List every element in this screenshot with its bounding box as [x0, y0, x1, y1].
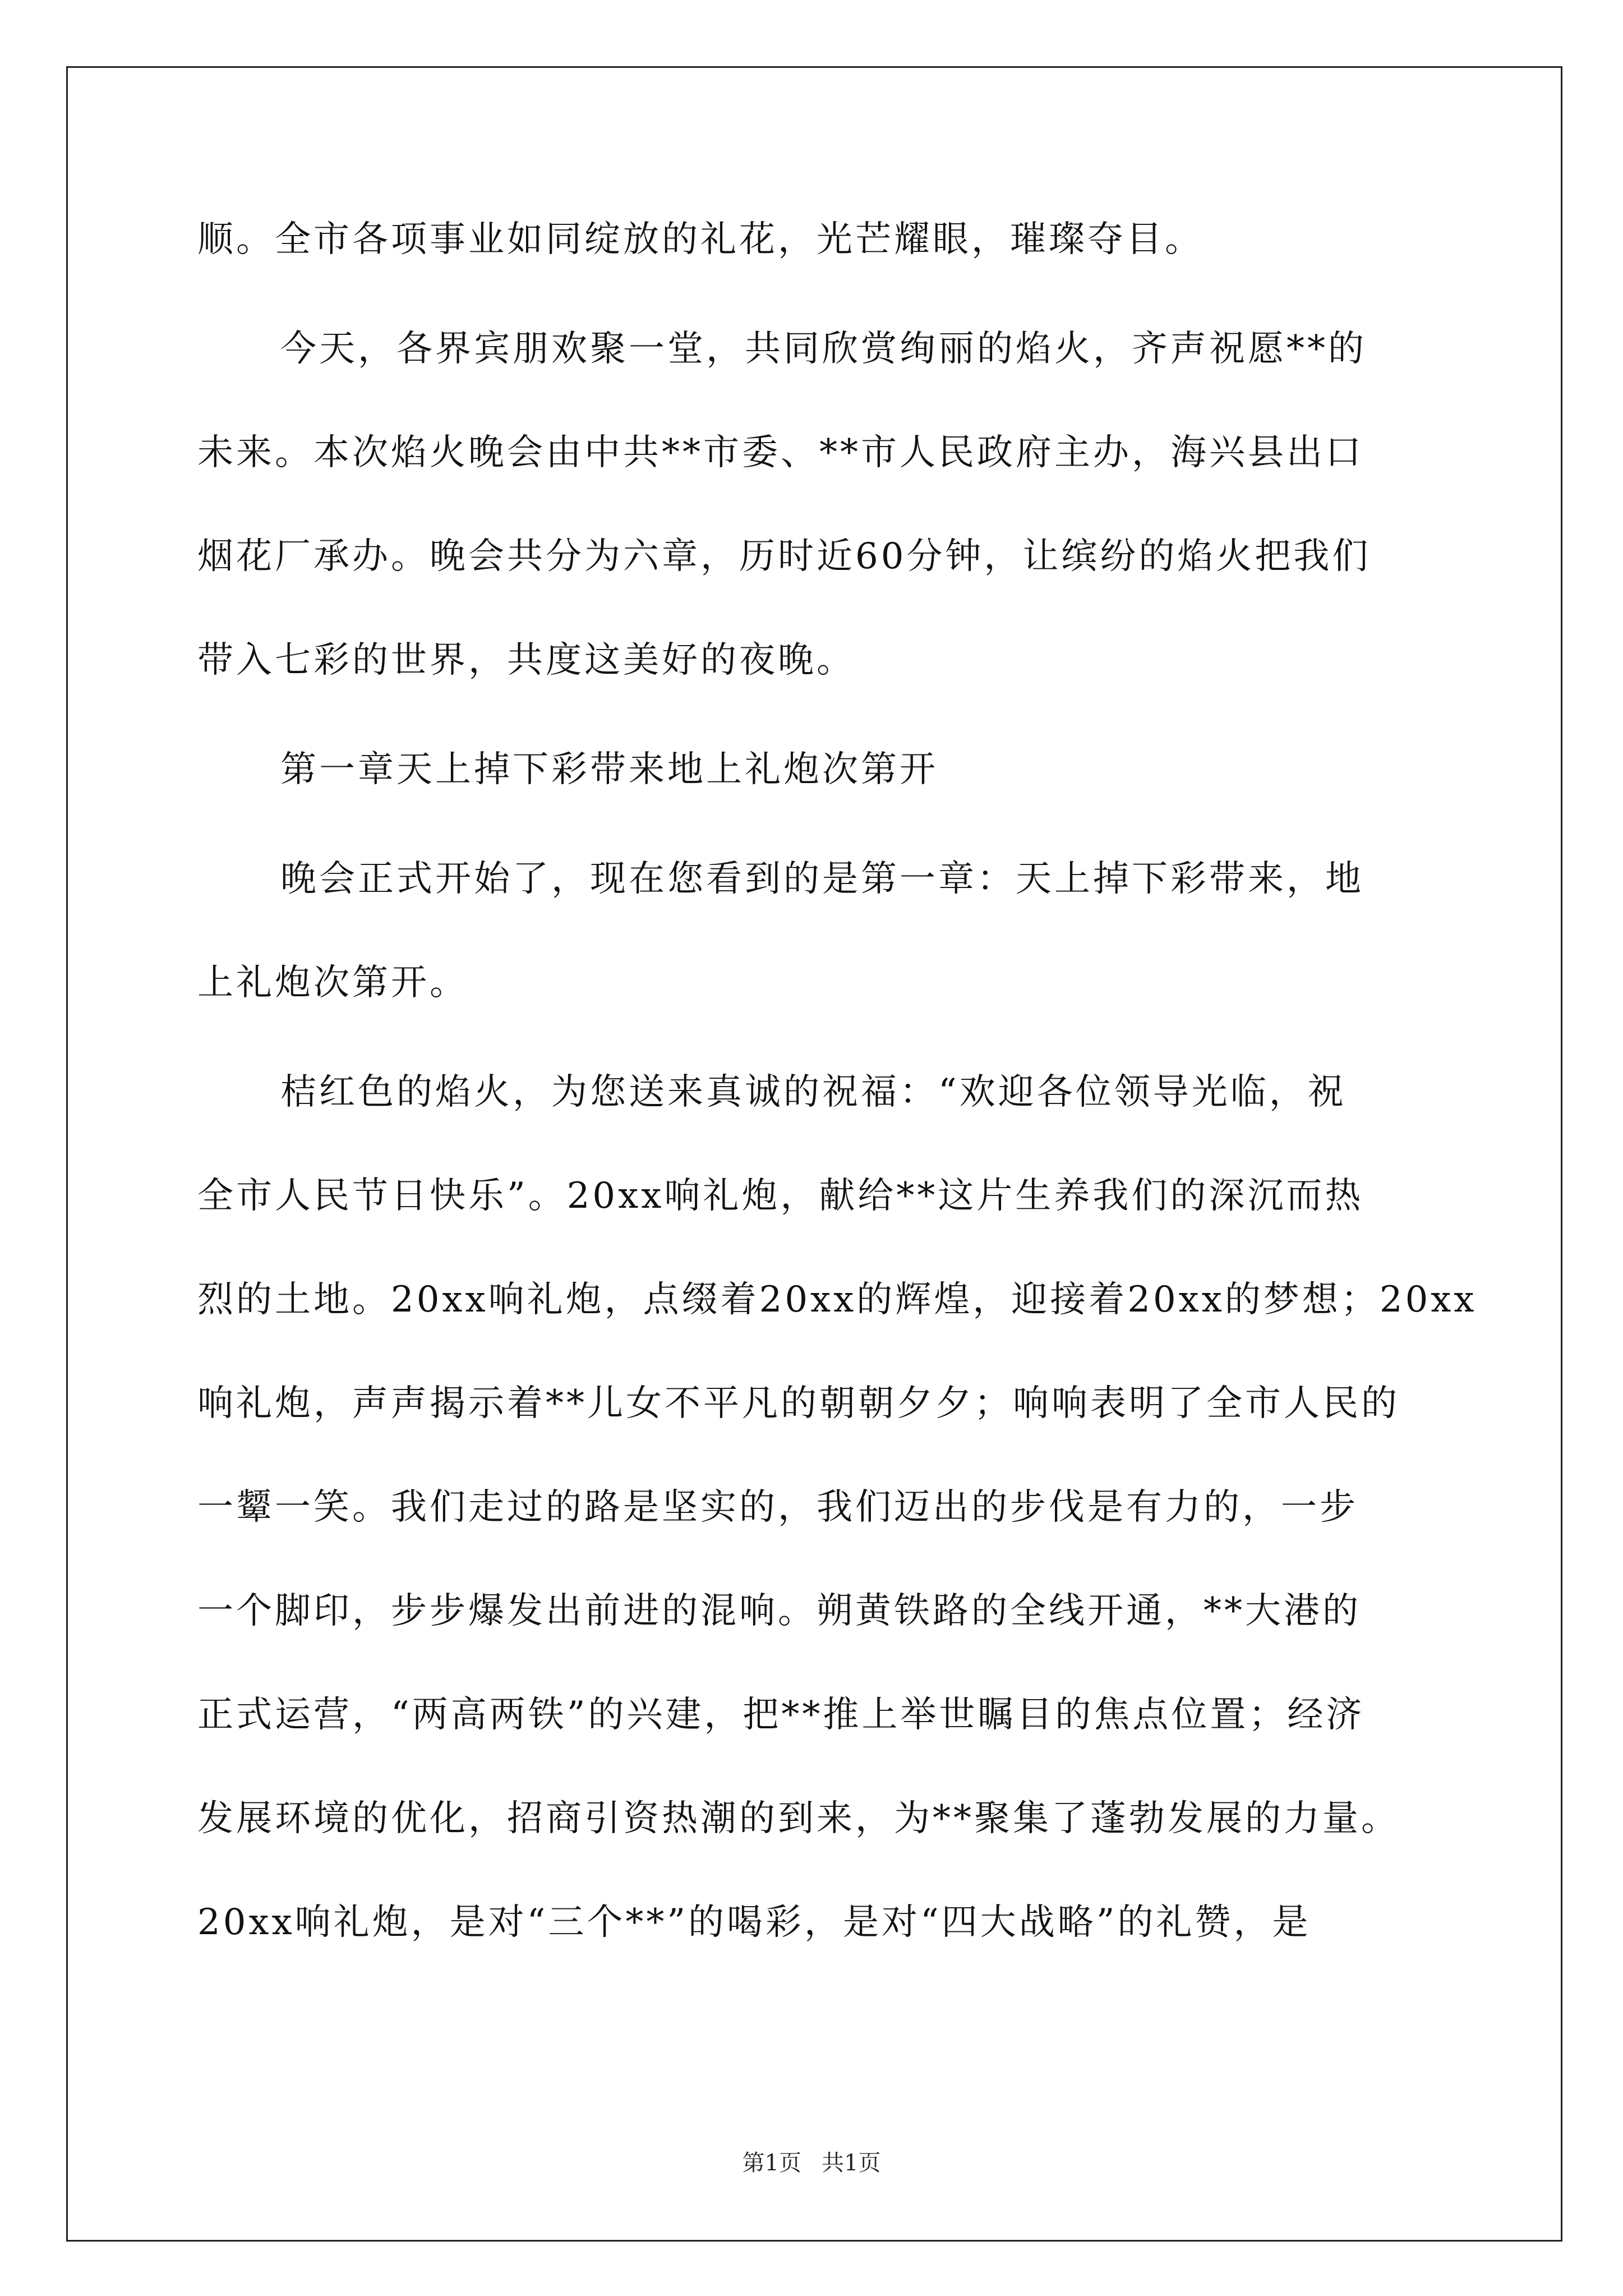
text-line: 带入七彩的世界，共度这美好的夜晚。: [197, 639, 855, 681]
text-line: 正式运营，“两高两铁”的兴建，把**推上举世瞩目的焦点位置；经济: [197, 1694, 1365, 1736]
text-line: 发展环境的优化，招商引资热潮的到来，为**聚集了蓬勃发展的力量。: [197, 1798, 1400, 1839]
page-number: 第1页: [742, 2150, 801, 2176]
text-line: 20xx响礼炮，是对“三个**”的喝彩，是对“四大战略”的礼赞，是: [197, 1902, 1311, 1943]
text-line: 未来。本次焰火晚会由中共**市委、**市人民政府主办，海兴县出口: [197, 432, 1364, 473]
chapter-heading: 第一章天上掉下彩带来地上礼炮次第开: [280, 749, 938, 790]
text-line: 全市人民节日快乐”。20xx响礼炮，献给**这片生养我们的深沉而热: [197, 1175, 1364, 1217]
paragraph-line: 今天，各界宾朋欢聚一堂，共同欣赏绚丽的焰火，齐声祝愿**的: [280, 328, 1367, 370]
paragraph-line: 晚会正式开始了，现在您看到的是第一章：天上掉下彩带来，地: [280, 858, 1364, 900]
text-line: 顺。全市各项事业如同绽放的礼花，光芒耀眼，璀璨夺目。: [197, 219, 1204, 260]
text-line: 一个脚印，步步爆发出前进的混响。朔黄铁路的全线开通，**大港的: [197, 1590, 1361, 1632]
text-line: 烈的土地。20xx响礼炮，点缀着20xx的辉煌，迎接着20xx的梦想；20xx: [197, 1279, 1477, 1320]
text-line: 一颦一笑。我们走过的路是坚实的，我们迈出的步伐是有力的，一步: [197, 1487, 1358, 1528]
text-line: 响礼炮，声声揭示着**儿女不平凡的朝朝夕夕；响响表明了全市人民的: [197, 1383, 1400, 1424]
text-line: 上礼炮次第开。: [197, 962, 468, 1004]
page-footer: [0, 2146, 1623, 2180]
text-line: 烟花厂承办。晚会共分为六章，历时近60分钟，让缤纷的焰火把我们: [197, 536, 1371, 577]
page-total: 共1页: [822, 2150, 881, 2176]
paragraph-line: 桔红色的焰火，为您送来真诚的祝福：“欢迎各位领导光临，祝: [280, 1071, 1347, 1113]
